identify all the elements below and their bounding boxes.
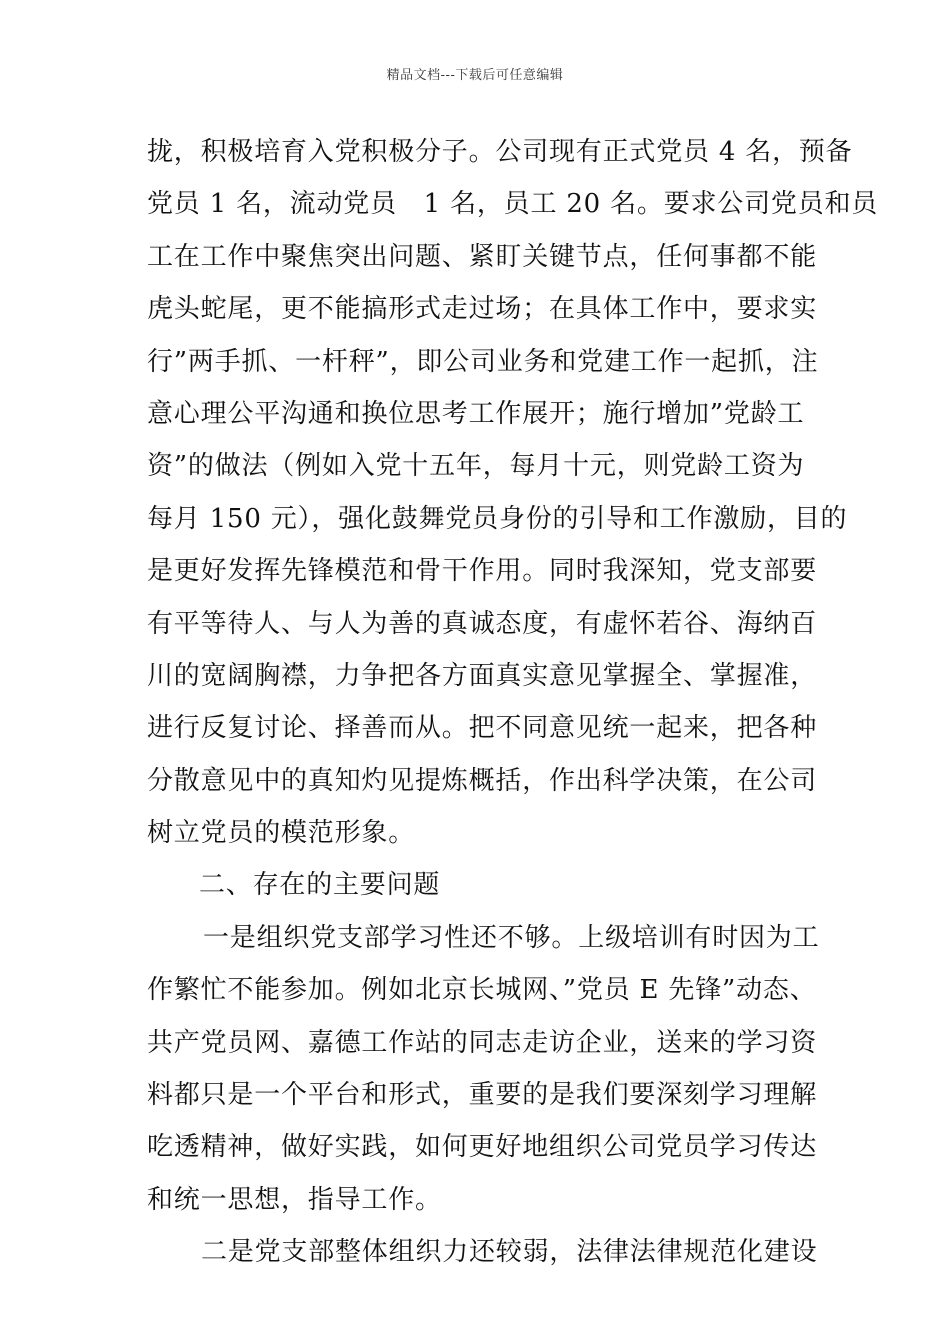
text-line: 分散意见中的真知灼见提炼概括，作出科学决策，在公司 — [147, 765, 818, 796]
text-line: 每月 150 元），强化鼓舞党员身份的引导和工作激励，目的 — [147, 503, 848, 534]
text-line: 树立党员的模范形象。 — [147, 818, 416, 849]
paragraph-start-line: 二是党支部整体组织力还较弱，法律法律规范化建设 — [201, 1237, 818, 1268]
text-line: 虎头蛇尾，更不能搞形式走过场；在具体工作中，要求实 — [147, 294, 818, 325]
page-header: 精品文档---下载后可任意编辑 — [386, 68, 564, 83]
text-line: 共产党员网、嘉德工作站的同志走访企业，送来的学习资 — [147, 1027, 818, 1058]
text-line: 有平等待人、与人为善的真诚态度，有虚怀若谷、海纳百 — [147, 608, 818, 639]
paragraph-start-line: 一是组织党支部学习性还不够。上级培训有时因为工 — [203, 922, 820, 953]
text-line: 工在工作中聚焦突出问题、紧盯关键节点，任何事都不能 — [147, 241, 818, 272]
text-line: 川的宽阔胸襟，力争把各方面真实意见掌握全、掌握准， — [147, 660, 818, 691]
text-line: 意心理公平沟通和换位思考工作展开；施行增加”党龄工 — [147, 398, 805, 429]
text-line: 吃透精神，做好实践，如何更好地组织公司党员学习传达 — [147, 1132, 818, 1163]
text-line: 是更好发挥先锋模范和骨干作用。同时我深知，党支部要 — [147, 556, 818, 587]
section-heading: 二、存在的主要问题 — [199, 870, 441, 901]
text-line: 行”两手抓、一杆秤”，即公司业务和党建工作一起抓，注 — [147, 346, 819, 377]
document-body — [147, 126, 879, 1279]
text-line: 料都只是一个平台和形式，重要的是我们要深刻学习理解 — [147, 1080, 818, 1111]
text-line: 拢，积极培育入党积极分子。公司现有正式党员 4 名，预备 — [147, 137, 853, 167]
text-line: 资”的做法（例如入党十五年，每月十元，则党龄工资为 — [147, 451, 805, 482]
text-line: 进行反复讨论、择善而从。把不同意见统一起来，把各种 — [147, 713, 818, 744]
text-line: 党员 1 名，流动党员 1 名，员工 20 名。要求公司党员和员 — [147, 189, 879, 220]
text-line: 和统一思想，指导工作。 — [147, 1184, 442, 1215]
text-line: 作繁忙不能参加。例如北京长城网、”党员 E 先锋”动态、 — [147, 975, 817, 1006]
